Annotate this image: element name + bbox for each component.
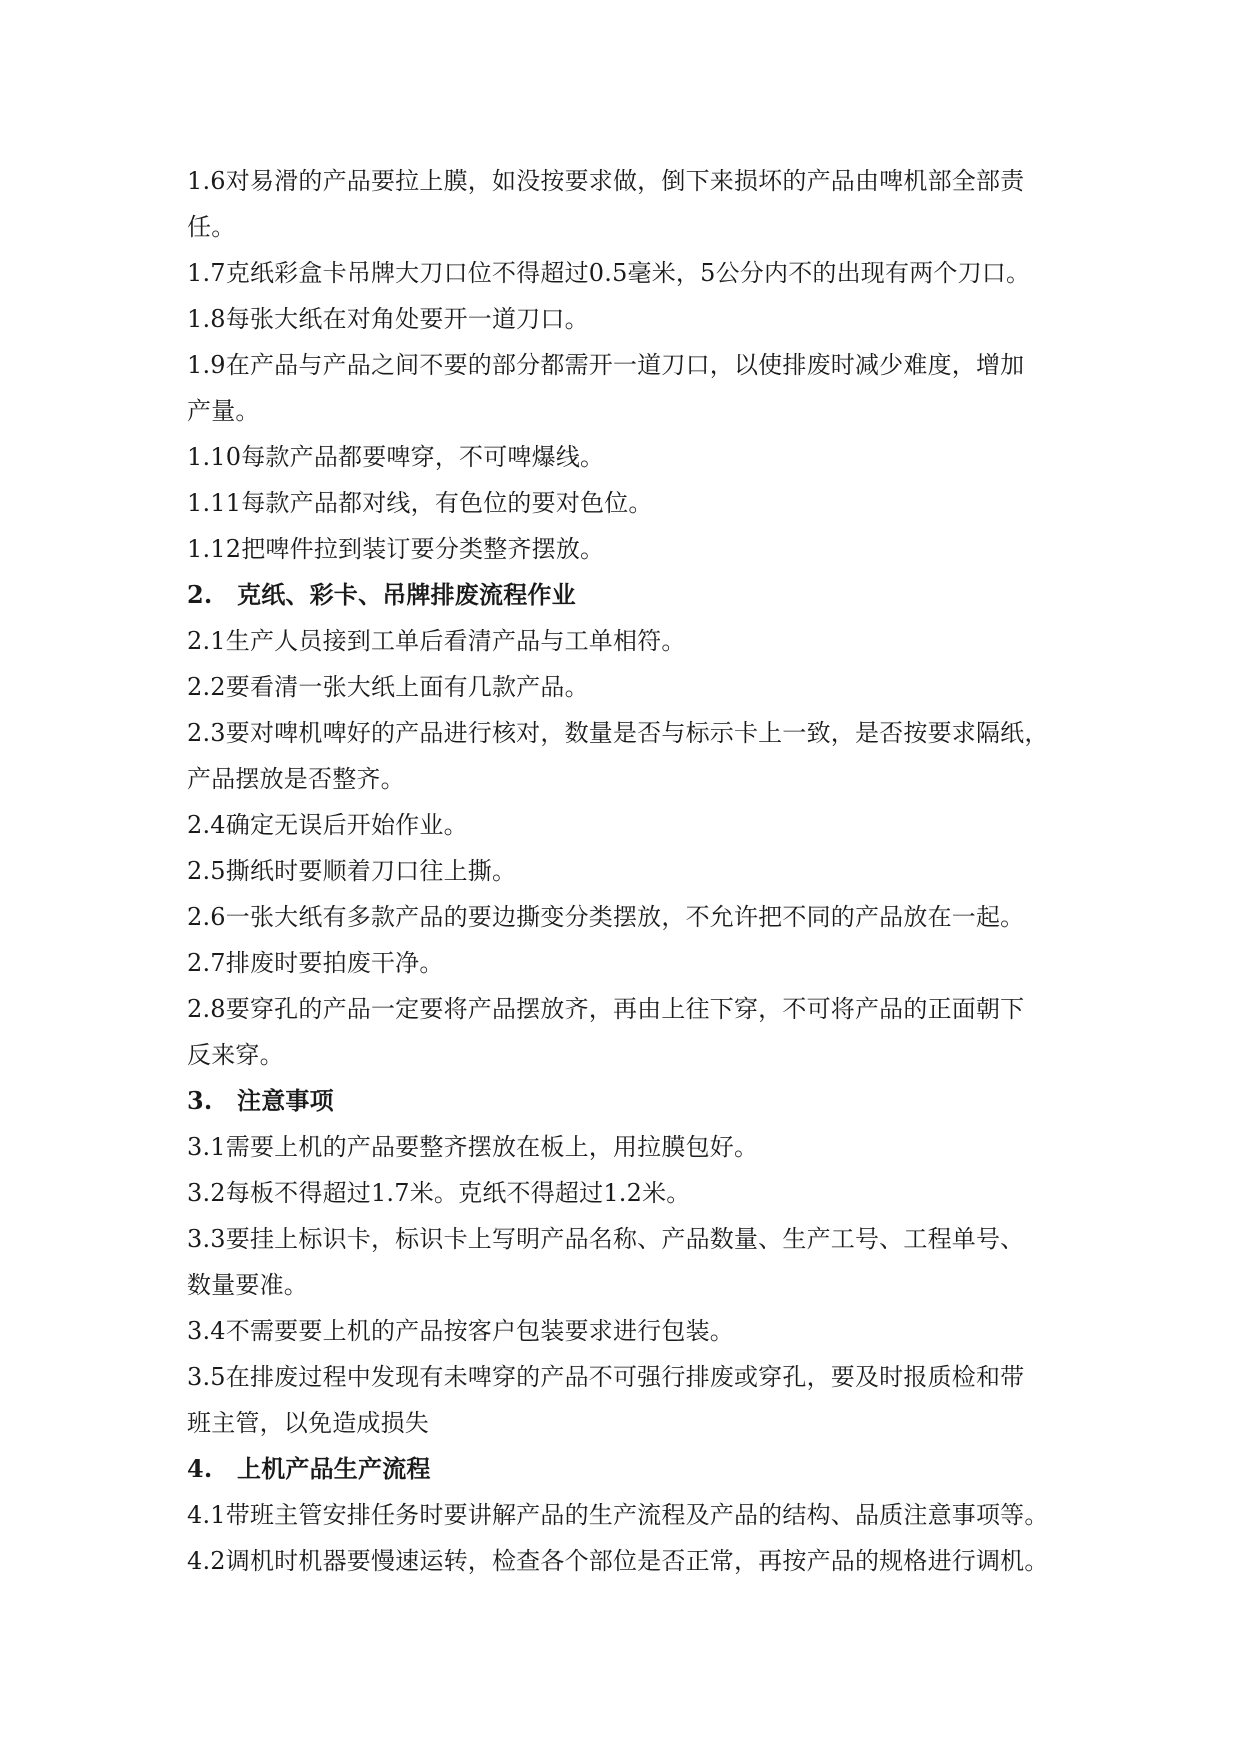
paragraph-line: 2.2要看清一张大纸上面有几款产品。 bbox=[187, 673, 589, 701]
paragraph-line: 1.8每张大纸在对角处要开一道刀口。 bbox=[187, 305, 589, 333]
section-title: 上机产品生产流程 bbox=[237, 1454, 431, 1483]
paragraph-line: 2.5撕纸时要顺着刀口往上撕。 bbox=[187, 857, 517, 885]
paragraph-line: 1.9在产品与产品之间不要的部分都需开一道刀口，以使排废时减少难度，增加 bbox=[187, 351, 1025, 379]
paragraph-line: 数量要准。 bbox=[187, 1271, 308, 1299]
paragraph-line: 3.2每板不得超过1.7米。克纸不得超过1.2米。 bbox=[187, 1179, 691, 1207]
paragraph-line: 2.8要穿孔的产品一定要将产品摆放齐，再由上往下穿，不可将产品的正面朝下 bbox=[187, 995, 1025, 1023]
paragraph-line: 2.3要对啤机啤好的产品进行核对，数量是否与标示卡上一致，是否按要求隔纸， bbox=[187, 719, 1049, 747]
section-number: 2. bbox=[187, 580, 213, 609]
paragraph-line: 1.11每款产品都对线，有色位的要对色位。 bbox=[187, 489, 653, 517]
section-heading bbox=[187, 1078, 1057, 1124]
paragraph-line: 1.12把啤件拉到装订要分类整齐摆放。 bbox=[187, 535, 605, 563]
paragraph-line: 1.10每款产品都要啤穿，不可啤爆线。 bbox=[187, 443, 605, 471]
paragraph-line: 3.1需要上机的产品要整齐摆放在板上，用拉膜包好。 bbox=[187, 1133, 759, 1161]
section-title: 克纸、彩卡、吊牌排废流程作业 bbox=[237, 580, 576, 609]
paragraph-line: 3.4不需要要上机的产品按客户包装要求进行包装。 bbox=[187, 1317, 734, 1345]
paragraph-line: 3.5在排废过程中发现有未啤穿的产品不可强行排废或穿孔，要及时报质检和带 bbox=[187, 1363, 1025, 1391]
section-heading bbox=[187, 1446, 1057, 1492]
paragraph-line: 2.7排废时要拍废干净。 bbox=[187, 949, 444, 977]
section-title: 注意事项 bbox=[237, 1086, 334, 1115]
paragraph-line: 任。 bbox=[187, 213, 236, 241]
paragraph-line: 产品摆放是否整齐。 bbox=[187, 765, 405, 793]
paragraph-line: 3.3要挂上标识卡，标识卡上写明产品名称、产品数量、生产工号、工程单号、 bbox=[187, 1225, 1025, 1253]
paragraph-line: 产量。 bbox=[187, 397, 260, 425]
document-page bbox=[187, 158, 1057, 1584]
paragraph-line: 1.6对易滑的产品要拉上膜，如没按要求做，倒下来损坏的产品由啤机部全部责 bbox=[187, 167, 1025, 195]
section-number: 4. bbox=[187, 1454, 213, 1483]
paragraph-line: 2.6一张大纸有多款产品的要边撕变分类摆放，不允许把不同的产品放在一起。 bbox=[187, 903, 1025, 931]
paragraph-line: 4.2调机时机器要慢速运转，检查各个部位是否正常，再按产品的规格进行调机。 bbox=[187, 1547, 1049, 1575]
paragraph-line: 班主管，以免造成损失 bbox=[187, 1409, 429, 1437]
paragraph-line: 4.1带班主管安排任务时要讲解产品的生产流程及产品的结构、品质注意事项等。 bbox=[187, 1501, 1049, 1529]
paragraph-line: 2.1生产人员接到工单后看清产品与工单相符。 bbox=[187, 627, 686, 655]
paragraph-line: 2.4确定无误后开始作业。 bbox=[187, 811, 468, 839]
section-number: 3. bbox=[187, 1086, 213, 1115]
section-heading bbox=[187, 572, 1057, 618]
paragraph-line: 1.7克纸彩盒卡吊牌大刀口位不得超过0.5毫米，5公分内不的出现有两个刀口。 bbox=[187, 259, 1031, 287]
paragraph-line: 反来穿。 bbox=[187, 1041, 284, 1069]
